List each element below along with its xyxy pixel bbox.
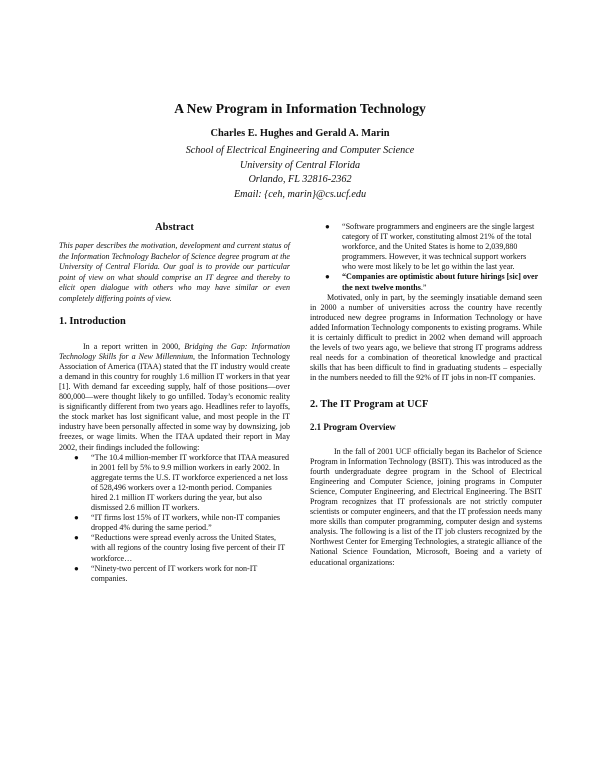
affiliation-university: University of Central Florida	[239, 159, 361, 171]
affiliation-school: School of Electrical Engineering and Computer Science	[185, 145, 415, 156]
program-overview-paragraph: In the fall of 2001 UCF officially began its Bachelor of Science Program in Information Technology (BSIT). This was introduced as the fourth undergraduate degree program in the School of Electrical Engineering and Computer Science, joining programs in Computer Science, Computer Engineering, and Electrical Engineering. The BSIT Program recognizes that IT professionals are not strictly computer scientists or computer engineers, and that the IT profession needs many more skills than computer programming, computer design and systems analysis. The following is a list of the IT job clusters recognized by the Northwest Center for Emerging Technologies, a strategic alliance of the National Science Foundation, Microsoft, Boeing and a variety of educational organizations:	[310, 446, 542, 567]
abstract-text: This paper describes the motivation, development and current status of the Information Technology Bachelor of Science degree program at the University of Central Florida. Our goal is to provide our particular point of view on what should comprise an IT degree and thereby to elicit open dialogue with others who may have similar or even completely differing points of view.	[59, 241, 290, 303]
findings-list-left	[59, 453, 290, 584]
section-heading-introduction: 1. Introduction	[59, 315, 126, 327]
intro-paragraph-pre: In a report written in 2000,	[83, 341, 185, 351]
bullet-icon: ●	[325, 272, 330, 282]
list-item: ● “Ninety-two percent of IT workers work for non-IT companies.	[74, 563, 258, 583]
abstract-heading: Abstract	[155, 222, 194, 233]
list-item: ● “Reductions were spread evenly across the United States, with all regions of the country losing five percent of their IT workforce…	[74, 533, 286, 563]
bullet-icon: ●	[74, 452, 79, 462]
subsection-heading-program-overview: 2.1 Program Overview	[310, 421, 396, 432]
list-item: ● “Companies are optimistic about future hirings [sic] over the next twelve months.”	[325, 272, 539, 292]
optimistic-hiring-quote: “Companies are optimistic about future hirings [sic] over the next twelve months	[342, 272, 539, 292]
list-item: ● “Software programmers and engineers are the single largest category of IT worker, constituting almost 21% of the total workforce, and the United States is home to 2,039,880 programmers. However, it was technical support workers who were most likely to be let go within the last year.	[325, 222, 535, 272]
right-column	[310, 222, 542, 568]
paper-authors: Charles E. Hughes and Gerald A. Marin	[210, 128, 390, 139]
left-column	[59, 222, 290, 584]
affiliation-address: Orlando, FL 32816-2362	[248, 174, 352, 186]
section-heading-it-program: 2. The IT Program at UCF	[310, 398, 429, 410]
intro-paragraph	[59, 342, 290, 453]
bullet-icon: ●	[74, 513, 79, 523]
bullet-icon: ●	[325, 222, 330, 231]
bullet-icon: ●	[74, 563, 79, 573]
bullet-icon: ●	[74, 533, 79, 543]
intro-paragraph-post: , the Information Technology Association of America (ITAA) stated that the IT industry would create a demand in this country for roughly 1.6 million IT workers in that year [1]. With demand far exceeding supply, half of those positions—over 800,000—were thought likely to go unfilled. Today’s economic reality is significantly different from two years ago. Headlines refer to layoffs, the stock market has lost significant value, and most people in the IT industry have been personally affected in some way by downsizing, job freezes, or wage limits. When the ITAA updated their report in May 2002, their findings included the following:	[59, 351, 290, 452]
affiliation-email: Email: {ceh, marin}@cs.ucf.edu	[233, 188, 367, 200]
report-title: Bridging the Gap: Information Technology Skills for a New Millennium	[59, 341, 290, 361]
affiliation-block	[0, 144, 600, 202]
findings-list-right	[310, 222, 542, 293]
motivation-paragraph: Motivated, only in part, by the seemingly insatiable demand seen in 2000 a number of universities across the country have recently introduced new degree programs in Information Technology or have added Information Technology components to existing programs. While it is certainly difficult to predict in 2002 when demand will approach the levels of two years ago, we believe that strong IT programs address real needs for a combination of theoretical knowledge and practical skills that has been difficult to find in graduating students – especially in the numbers needed to fill the 92% of IT jobs in non-IT companies.	[310, 292, 543, 383]
list-item: ● “IT firms lost 15% of IT workers, while non-IT companies dropped 4% during the same period.”	[74, 513, 281, 533]
list-item: ● “The 10.4 million-member IT workforce that ITAA measured in 2001 fell by 5% to 9.9 million workers in early 2002. In aggregate terms the U.S. IT workforce experienced a net loss of 528,496 workers over a 12-month period. Companies hired 2.1 million IT workers during the year, but also dismissed 2.6 million IT workers.	[74, 452, 290, 513]
paper-title: A New Program in Information Technology	[174, 101, 426, 116]
